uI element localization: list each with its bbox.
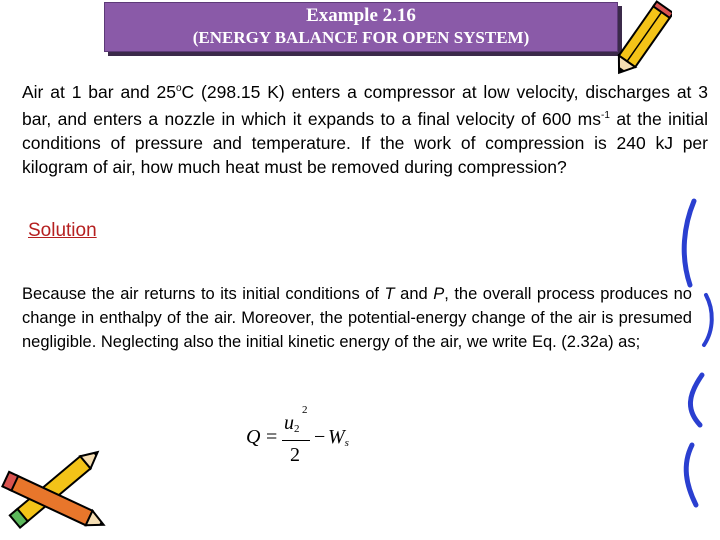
velocity-exponent: -1 xyxy=(600,109,610,121)
eq-minus: − xyxy=(314,426,326,448)
eq-velocity: u xyxy=(284,412,294,434)
symbol-p: P xyxy=(433,285,445,303)
solution-heading: Solution xyxy=(28,220,97,241)
title-banner xyxy=(104,2,618,52)
eq-equals: = xyxy=(266,426,278,448)
problem-statement xyxy=(22,77,708,179)
degree-symbol: o xyxy=(175,83,182,94)
eq-denominator: 2 xyxy=(290,444,300,466)
eq-work xyxy=(328,426,349,449)
eq-work-subscript: s xyxy=(344,437,349,449)
slide-title: Example 2.16 xyxy=(306,5,416,26)
solution-text xyxy=(22,282,692,354)
solution-text-2: and xyxy=(394,285,434,303)
eq-fraction-bar xyxy=(282,440,310,441)
problem-text-1: Air at 1 bar and 25 xyxy=(22,81,176,102)
pencil-icon-top-right xyxy=(612,0,672,80)
eq-heat-symbol: Q xyxy=(246,426,261,448)
slide-subtitle: (ENERGY BALANCE FOR OPEN SYSTEM) xyxy=(192,28,530,47)
energy-equation xyxy=(246,404,376,468)
eq-numerator xyxy=(284,412,300,435)
solution-text-3: , the overall process produces no change in enthalpy of the air. Moreover, the potential-energy change of the air is presumed negligible. Neglecting also the initial kinetic energy of the air, we write Eq. (2.32a) as; xyxy=(22,285,692,351)
eq-exponent: 2 xyxy=(302,404,308,416)
problem-text-2: C (298.15 K) enters a compressor at low velocity, discharges at 3 bar, and enters a nozzle in which it expands to a final velocity of 600 ms xyxy=(22,81,709,129)
pencils-icon-bottom-left xyxy=(0,430,130,540)
scribble-icon-right xyxy=(672,195,720,515)
symbol-t: T xyxy=(384,285,395,303)
eq-work-symbol: W xyxy=(328,426,345,448)
eq-velocity-subscript: 2 xyxy=(294,423,300,435)
problem-text-3: at the initial conditions of pressure and temperature. If the work of compression is 240 kJ per kilogram of air, how much heat must be removed during compression? xyxy=(22,108,708,177)
solution-text-1: Because the air returns to its initial conditions of xyxy=(22,285,385,303)
